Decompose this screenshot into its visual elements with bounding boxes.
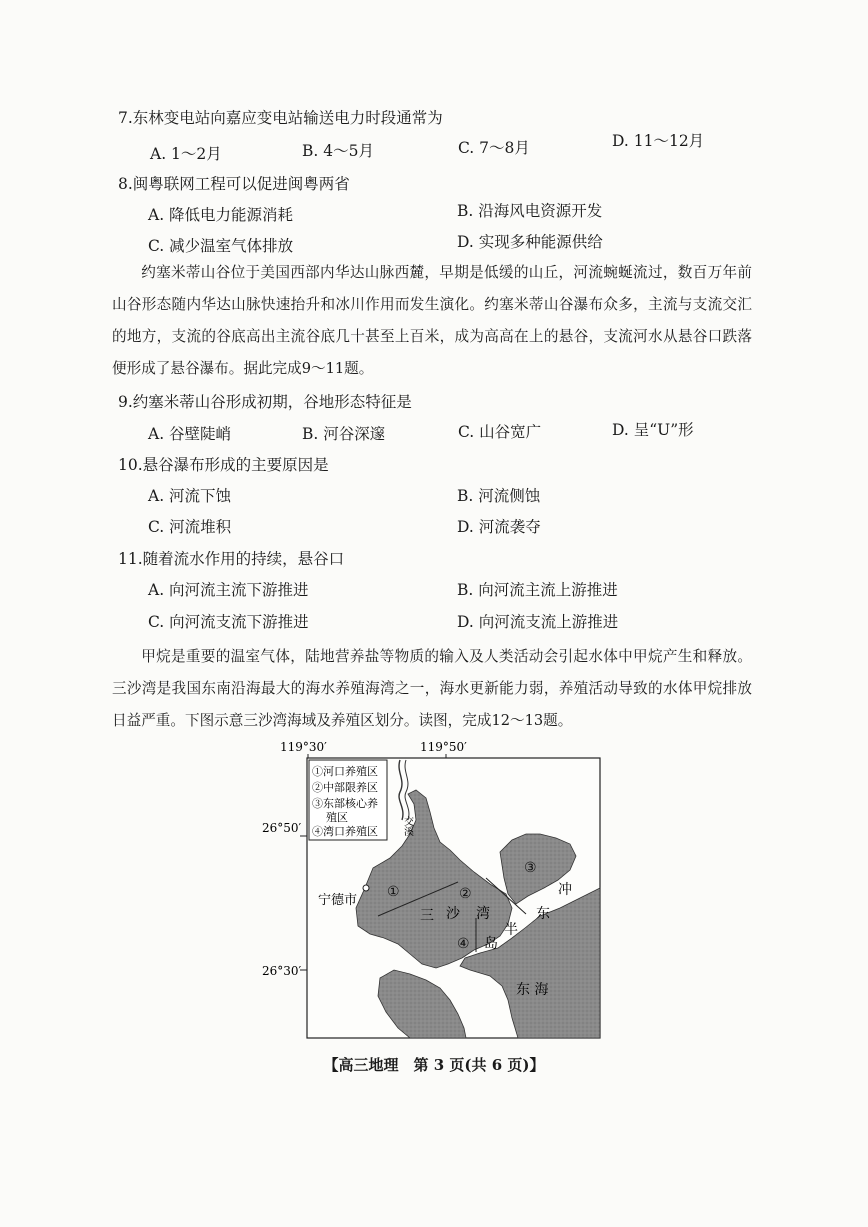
zone-2-mark: ② [459, 886, 472, 902]
question-10-option-b[interactable]: B. 河流侧蚀 [457, 487, 541, 505]
question-8-option-d[interactable]: D. 实现多种能源供给 [457, 233, 603, 251]
question-11-stem: 11.随着流水作用的持续，悬谷口 [118, 550, 345, 568]
legend-item-3b: 殖区 [326, 811, 348, 824]
question-10-option-d[interactable]: D. 河流袭夺 [457, 518, 541, 536]
zone-4-mark: ④ [457, 936, 470, 952]
east-sea-label: 东 海 [516, 982, 549, 998]
map-lat-label-1: 26°50′ [262, 821, 302, 835]
passage-sansha-bay: 甲烷是重要的温室气体，陆地营养盐等物质的输入及人类活动会引起水体中甲烷产生和释放。三沙湾是我国东南沿海最大的海水养殖海湾之一，海水更新能力弱，养殖活动导致的水体甲烷排放日益严重。下图示意三沙湾海域及养殖区划分。读图，完成12～13题。 [112, 648, 752, 729]
legend-item-4: ④湾口养殖区 [312, 825, 378, 838]
question-10-stem: 10.悬谷瀑布形成的主要原因是 [118, 456, 329, 474]
bay-char-sha: 沙 [446, 906, 460, 922]
peninsula-char-chong: 冲 [558, 882, 572, 898]
peninsula-char-ban: 半 [504, 922, 518, 938]
question-11-option-d[interactable]: D. 向河流支流上游推进 [457, 613, 619, 631]
question-7-option-c[interactable]: C. 7～8月 [458, 139, 530, 157]
map-lon-label-1: 119°30′ [280, 740, 327, 754]
question-8-stem: 8.闽粤联网工程可以促进闽粤两省 [118, 175, 350, 193]
map-lat-label-2: 26°30′ [262, 964, 302, 978]
question-9-stem: 9.约塞米蒂山谷形成初期，谷地形态特征是 [118, 393, 412, 411]
ningde-city-marker [363, 885, 369, 891]
question-9-option-a[interactable]: A. 谷壁陡峭 [148, 425, 232, 443]
legend-item-2: ②中部限养区 [312, 781, 378, 794]
question-7-option-d[interactable]: D. 11～12月 [612, 132, 705, 150]
question-7-stem: 7.东林变电站向嘉应变电站输送电力时段通常为 [118, 109, 443, 127]
question-10-option-c[interactable]: C. 河流堆积 [148, 518, 232, 536]
page-footer: 【高三地理 第 3 页(共 6 页)】 [323, 1056, 545, 1074]
sansha-bay-map [250, 738, 610, 1040]
legend-item-1: ①河口养殖区 [312, 765, 378, 778]
legend-item-3: ③东部核心养 [312, 797, 378, 810]
bay-char-wan: 湾 [476, 906, 490, 922]
question-9-option-b[interactable]: B. 河谷深邃 [302, 425, 386, 443]
question-9-option-c[interactable]: C. 山谷宽广 [458, 423, 542, 441]
zone-3-mark: ③ [524, 860, 537, 876]
ningde-city-label: 宁德市 [318, 893, 358, 908]
question-7-option-b[interactable]: B. 4～5月 [302, 142, 374, 160]
peninsula-char-dong: 东 [536, 906, 550, 922]
river-label-jiaoxi: 交溪 [401, 816, 413, 836]
question-11-option-c[interactable]: C. 向河流支流下游推进 [148, 613, 309, 631]
question-8-option-b[interactable]: B. 沿海风电资源开发 [457, 202, 603, 220]
question-9-option-d[interactable]: D. 呈“U”形 [612, 421, 694, 439]
question-11-option-a[interactable]: A. 向河流主流下游推进 [148, 581, 309, 599]
map-lon-label-2: 119°50′ [420, 740, 467, 754]
passage-yosemite: 约塞米蒂山谷位于美国西部内华达山脉西麓，早期是低缓的山丘，河流蜿蜒流过，数百万年前山谷形态随内华达山脉快速抬升和冰川作用而发生演化。约塞米蒂山谷瀑布众多，主流与支流交汇的地方，支流的谷底高出主流谷底几十甚至上百米，成为高高在上的悬谷，支流河水从悬谷口跌落便形成了悬谷瀑布。据此完成9～11题。 [112, 264, 752, 377]
zone-1-mark: ① [387, 884, 400, 900]
question-8-option-a[interactable]: A. 降低电力能源消耗 [148, 206, 294, 224]
question-8-option-c[interactable]: C. 减少温室气体排放 [148, 237, 294, 255]
peninsula-char-dao: 岛 [484, 936, 498, 952]
question-10-option-a[interactable]: A. 河流下蚀 [148, 487, 232, 505]
bay-char-san: 三 [420, 908, 434, 924]
question-11-option-b[interactable]: B. 向河流主流上游推进 [457, 581, 618, 599]
question-7-option-a[interactable]: A. 1～2月 [150, 145, 222, 163]
